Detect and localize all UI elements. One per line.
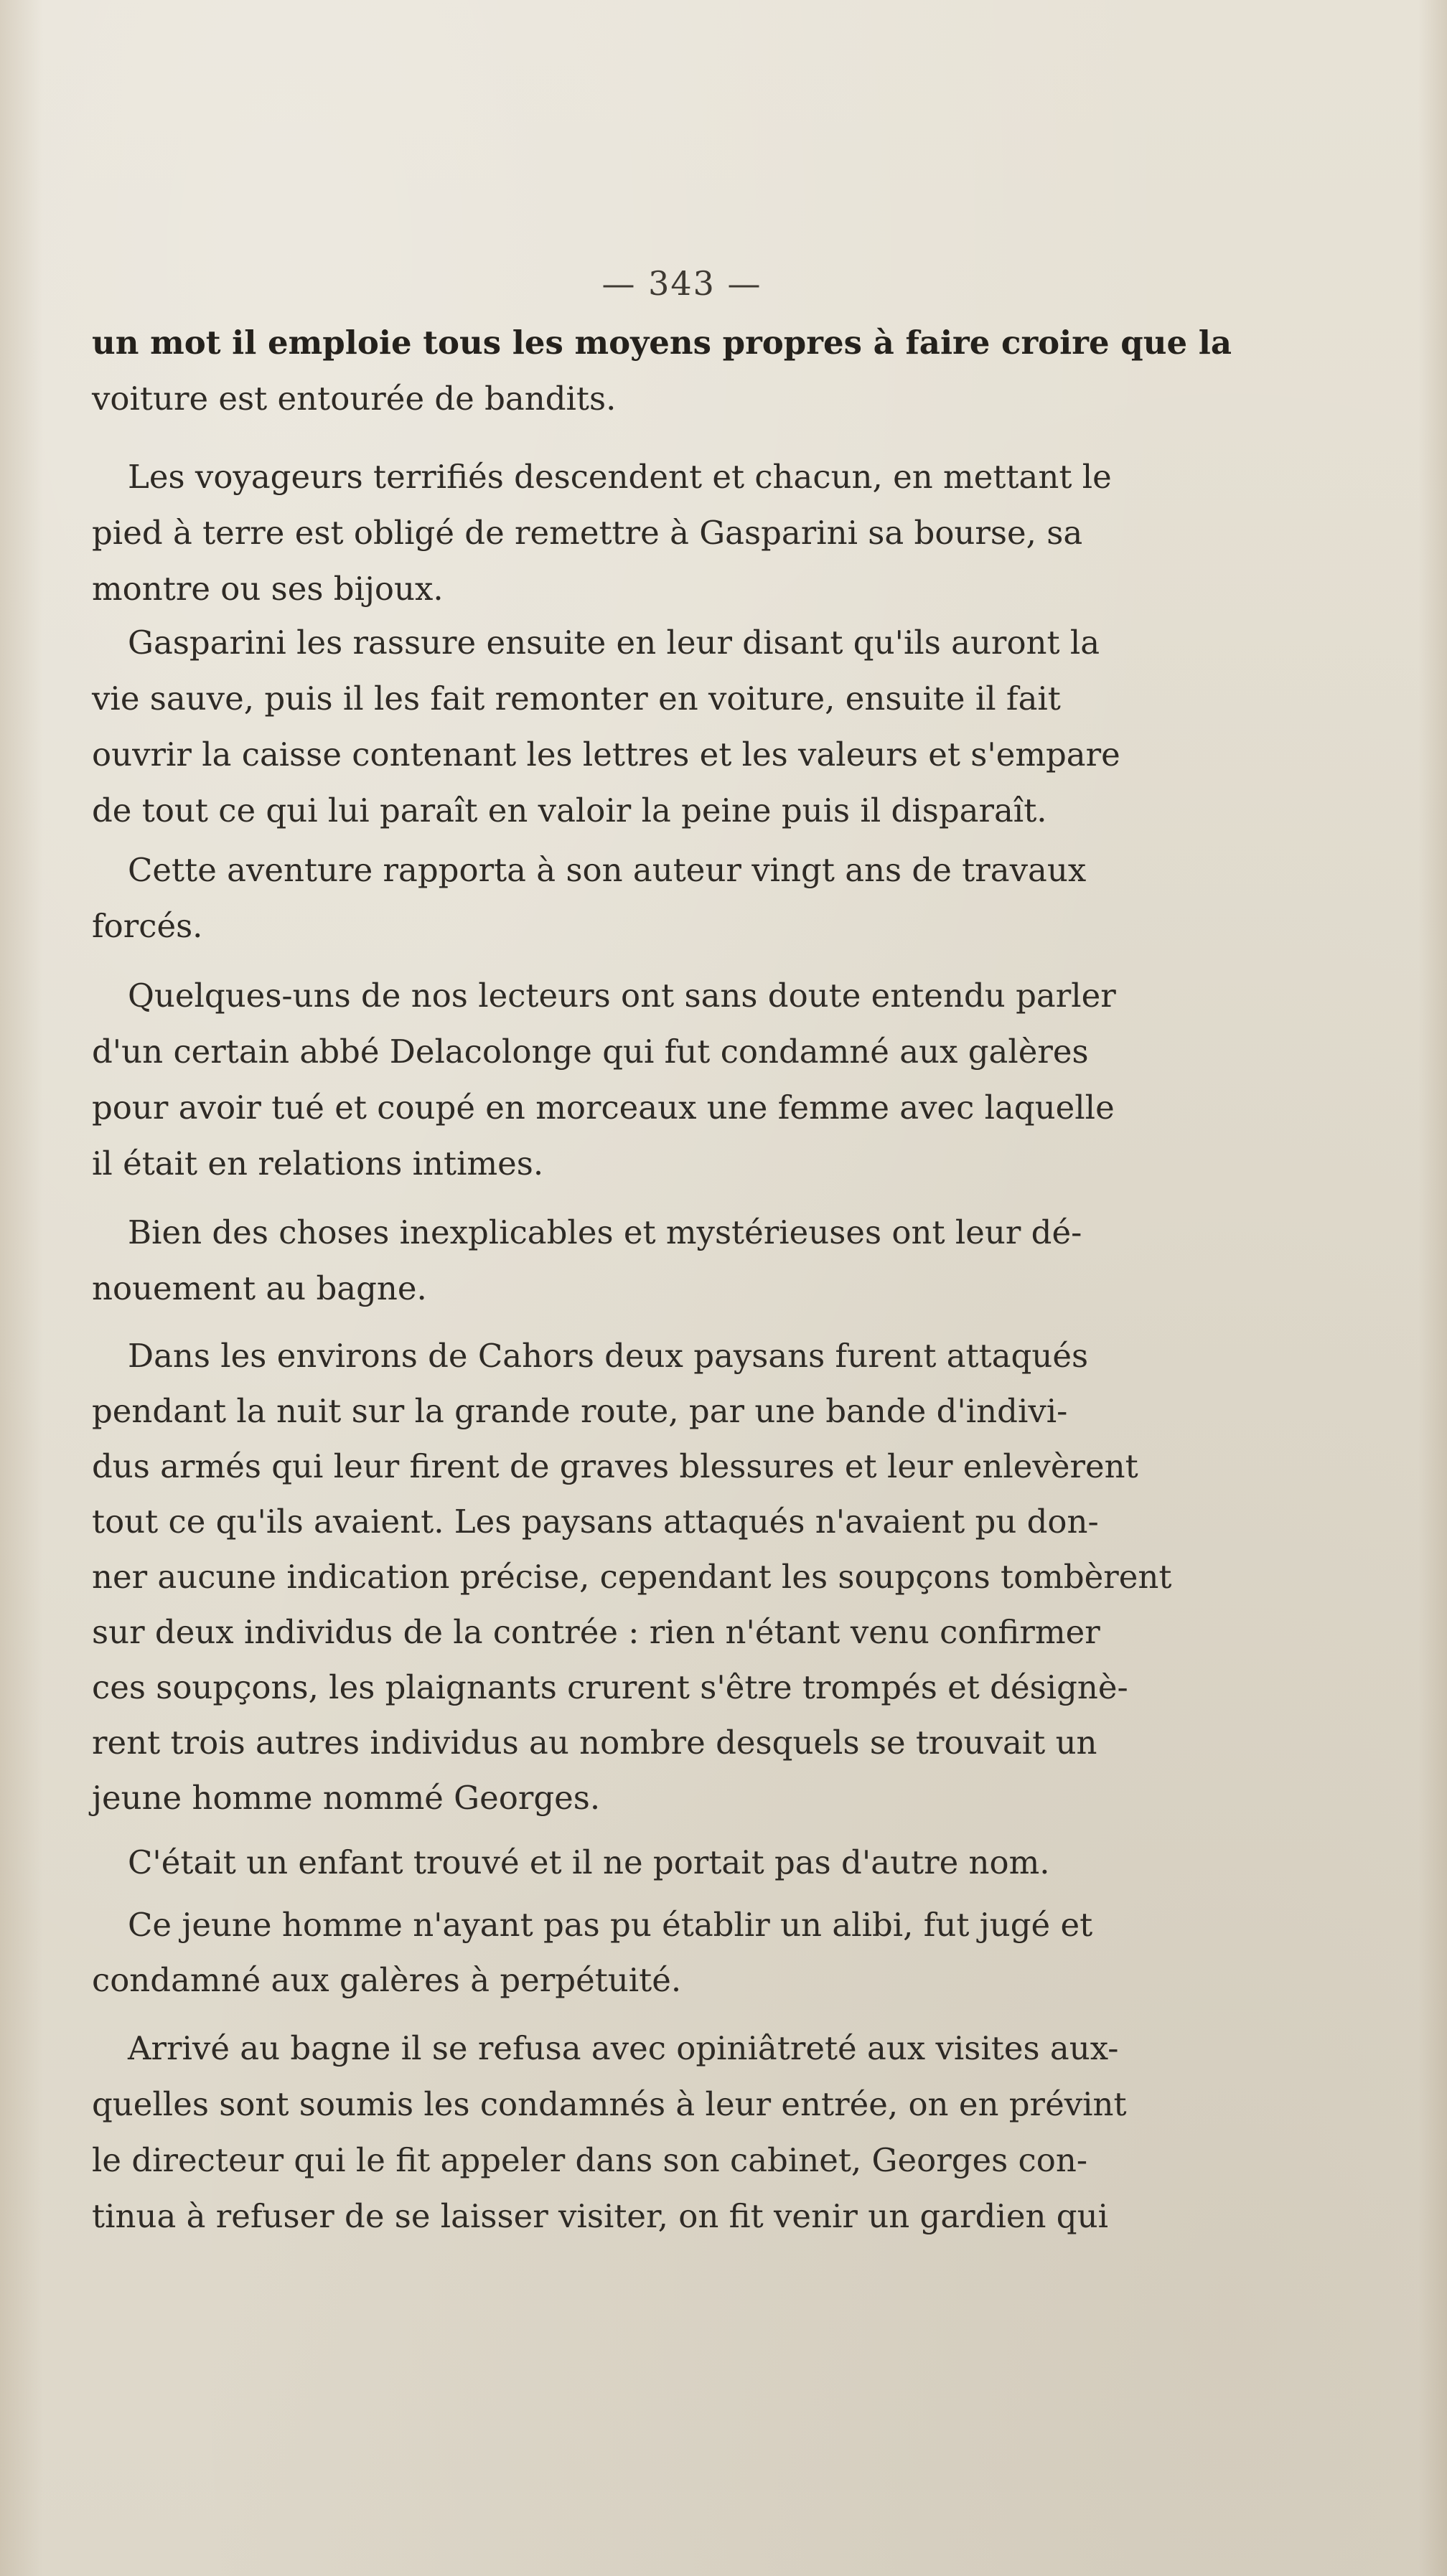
text-line: Gasparini les rassure ensuite en leur disant qu'ils auront la [128, 624, 1100, 662]
text-line: Cette aventure rapporta à son auteur vingt ans de travaux [128, 851, 1087, 889]
text-line: C'était un enfant trouvé et il ne portait pas d'autre nom. [128, 1843, 1050, 1881]
text-line: montre ou ses bijoux. [92, 570, 444, 608]
text-line: ner aucune indication précise, cependant les soupçons tombèrent [92, 1558, 1172, 1596]
text-line: ouvrir la caisse contenant les lettres et les valeurs et s'empare [92, 735, 1120, 774]
text-line: Quelques-uns de nos lecteurs ont sans doute entendu parler [128, 977, 1116, 1015]
text-line: tinua à refuser de se laisser visiter, on fit venir un gardien qui [92, 2197, 1108, 2235]
text-line: pendant la nuit sur la grande route, par une bande d'indivi- [92, 1392, 1068, 1430]
text-line: jeune homme nommé Georges. [92, 1779, 601, 1817]
text-line: condamné aux galères à perpétuité. [92, 1961, 682, 1999]
text-line: Dans les environs de Cahors deux paysans furent attaqués [128, 1337, 1089, 1375]
text-line: Ce jeune homme n'ayant pas pu établir un alibi, fut jugé et [128, 1906, 1093, 1944]
text-line: rent trois autres individus au nombre desquels se trouvait un [92, 1724, 1097, 1762]
page-number: — 343 — [601, 264, 762, 303]
text-line: dus armés qui leur firent de graves blessures et leur enlevèrent [92, 1447, 1138, 1485]
text-line: sur deux individus de la contrée : rien n'étant venu confirmer [92, 1613, 1100, 1651]
text-line: Les voyageurs terrifiés descendent et chacun, en mettant le [128, 458, 1112, 496]
text-line: pied à terre est obligé de remettre à Gasparini sa bourse, sa [92, 514, 1083, 552]
text-line: voiture est entourée de bandits. [92, 380, 617, 418]
text-line: de tout ce qui lui paraît en valoir la peine puis il disparaît. [92, 791, 1047, 829]
text-line: tout ce qu'ils avaient. Les paysans attaqués n'avaient pu don- [92, 1503, 1099, 1541]
text-line: d'un certain abbé Delacolonge qui fut condamné aux galères [92, 1033, 1089, 1071]
text-line: ces soupçons, les plaignants crurent s'être trompés et désignè- [92, 1668, 1128, 1706]
text-line: pour avoir tué et coupé en morceaux une femme avec laquelle [92, 1089, 1115, 1127]
text-line: quelles sont soumis les condamnés à leur entrée, on en prévint [92, 2085, 1127, 2123]
text-line: le directeur qui le fit appeler dans son cabinet, Georges con- [92, 2141, 1088, 2179]
text-line: Bien des choses inexplicables et mystérieuses ont leur dé- [128, 1213, 1082, 1251]
text-line: il était en relations intimes. [92, 1144, 544, 1183]
text-line: vie sauve, puis il les fait remonter en voiture, ensuite il fait [92, 680, 1061, 718]
text-line: un mot il emploie tous les moyens propres à faire croire que la [92, 324, 1232, 362]
text-line: forcés. [92, 907, 203, 945]
text-line: nouement au bagne. [92, 1269, 427, 1307]
text-line: Arrivé au bagne il se refusa avec opiniâtreté aux visites aux- [128, 2029, 1119, 2067]
